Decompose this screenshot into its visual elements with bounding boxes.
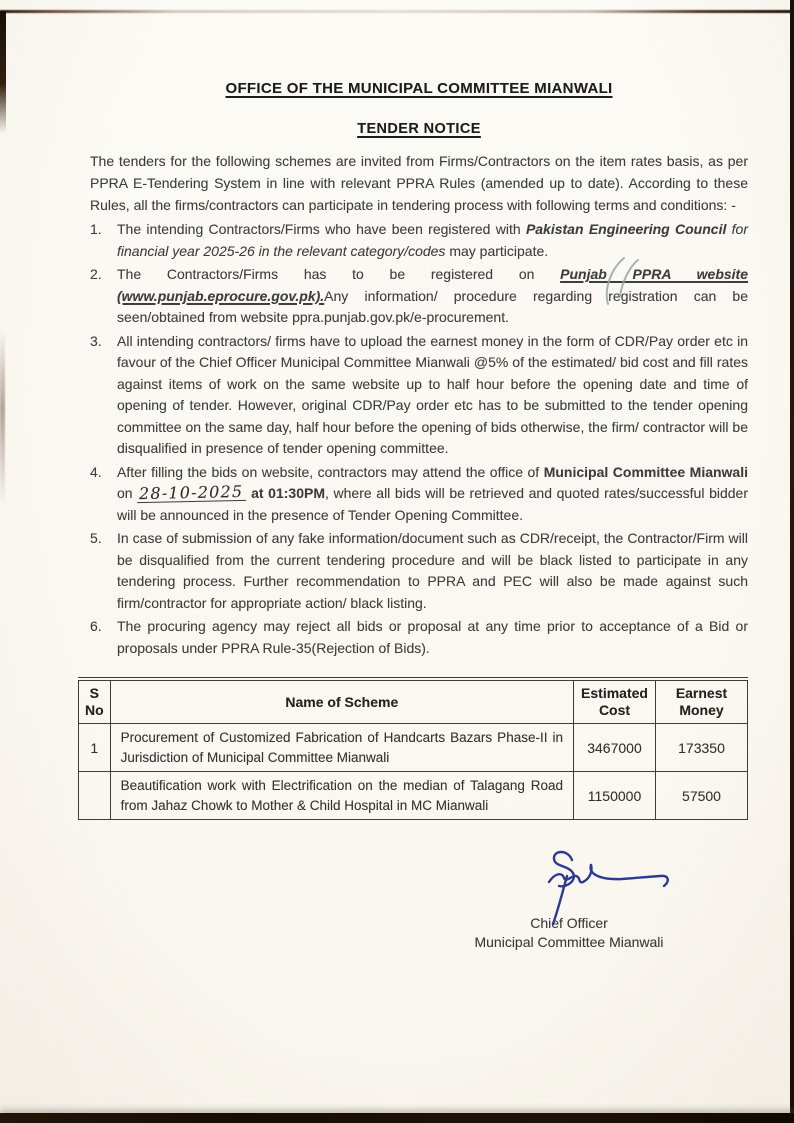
term-number: 4. [90, 463, 102, 480]
terms-list [90, 219, 748, 659]
term-text [117, 528, 748, 614]
cell-cost: 1150000 [574, 772, 656, 820]
term-1-seg-bold: Pakistan Engineering Council [525, 221, 727, 238]
signature-block [434, 846, 704, 952]
term-number: 2. [90, 266, 102, 283]
scan-edge-left-smudge [0, 330, 5, 505]
term-item-5 [90, 528, 748, 614]
intro-paragraph: The tenders for the following schemes are invited from Firms/Contractors on the item rates basis, as per PPRA E-Tendering System in line with relevant PPRA Rules (amended up to date). According to these Rules, all the firms/contractors can participate in tendering process with following terms and conditions: - [90, 153, 748, 213]
pen-checkmark-icon [596, 252, 644, 310]
cell-cost: 3467000 [574, 724, 656, 772]
term-1-seg-italic: for financial year 2025-26 in the relevant category/codes [117, 221, 748, 259]
term-number: 6. [90, 618, 102, 635]
term-text [117, 462, 748, 527]
term-1-seg-end: may participate. [445, 242, 549, 259]
table-header-row [79, 679, 748, 724]
term-number: 3. [90, 332, 102, 349]
term-2-seg-normal: The Contractors/Firms has to be registered on [117, 266, 561, 283]
term-text [117, 264, 748, 329]
term-6-seg-normal: The procuring agency may reject all bids or proposal at any time prior to acceptance of a Bid or proposals under PPRA Rule-35(Rejection of Bids). [117, 618, 748, 656]
header-cost: Estimated Cost [574, 679, 656, 724]
cell-scheme: Beautification work with Electrification on the median of Talagang Road from Jahaz Chowk to Mother & Child Hospital in MC Mianwali [110, 772, 573, 820]
term-2-seg-end: Any information/ procedure regarding registration can be seen/obtained from website ppra.punjab.gov.pk/e-procurement. [117, 287, 748, 326]
handwritten-date: 28-10-2025 [137, 484, 247, 503]
term-2-seg-link: Punjab PPRA website (www.punjab.eprocure.gov.pk). [117, 266, 749, 304]
scan-edge-bottom [0, 1113, 794, 1123]
term-1-seg-normal: The intending Contractors/Firms who have been registered with [117, 221, 526, 238]
schemes-table [78, 677, 748, 820]
term-item-4 [90, 462, 748, 527]
term-item-2 [90, 264, 748, 329]
term-item-3 [90, 331, 748, 460]
scan-edge-left-top [0, 11, 6, 133]
term-text [117, 219, 748, 262]
term-4-seg-time: at 01:30PM [246, 485, 325, 502]
signatory-org: Municipal Committee Mianwali [474, 934, 664, 951]
cell-scheme: Procurement of Customized Fabrication of Handcarts Bazars Phase-II in Jurisdiction of Municipal Committee Mianwali [110, 724, 573, 772]
scan-edge-right [790, 0, 794, 1123]
header-sno: S No [79, 679, 111, 724]
signature-scribble-icon [454, 846, 684, 930]
term-item-6 [90, 616, 748, 659]
term-text [117, 616, 748, 659]
schemes-table-wrap [78, 677, 748, 820]
scan-edge-top [0, 10, 794, 13]
cell-earnest: 173350 [656, 724, 748, 772]
cell-sno: 1 [79, 724, 111, 772]
term-4-seg-normal: After filling the bids on website, contractors may attend the office of [117, 463, 544, 480]
signatory-title: Chief Officer [530, 915, 608, 932]
term-4-seg-bold: Municipal Committee Mianwali [543, 463, 749, 480]
table-row [79, 724, 748, 772]
office-title: OFFICE OF THE MUNICIPAL COMMITTEE MIANWALI [225, 80, 613, 97]
term-number: 5. [90, 530, 102, 547]
term-4-seg-on: on [117, 485, 138, 502]
term-text [117, 331, 748, 460]
term-number: 1. [90, 221, 102, 238]
tender-notice-title: TENDER NOTICE [357, 121, 481, 137]
header-earnest: Earnest Money [656, 679, 748, 724]
term-4-seg-end: , where all bids will be retrieved and quoted rates/successful bidder will be announced in the presence of Tender Opening Committee. [117, 485, 748, 523]
cell-earnest: 57500 [656, 772, 748, 820]
term-item-1 [90, 219, 748, 262]
table-row [79, 772, 748, 820]
cell-sno [79, 772, 111, 820]
header-scheme: Name of Scheme [110, 679, 573, 724]
term-3-seg-normal: All intending contractors/ firms have to upload the earnest money in the form of CDR/Pay order etc in favour of the Chief Officer Municipal Committee Mianwali @5% of the estimated/ bid cost and fill rates against items of work on the same website up to half hour before the opening date and time of opening of tender. However, original CDR/Pay order etc has to be submitted to the tender opening committee on the same day, half hour before the opening of bids otherwise, the firm/ contractor will be disqualified in presence of tender opening committee. [117, 332, 748, 457]
term-5-seg-normal: In case of submission of any fake information/document such as CDR/receipt, the Contractor/Firm will be disqualified from the current tendering procedure and will be black listed to participate in any tendering process. Further recommendation to PPRA and PEC will also be made against such firm/contractor for appropriate action/ black listing. [117, 530, 748, 611]
